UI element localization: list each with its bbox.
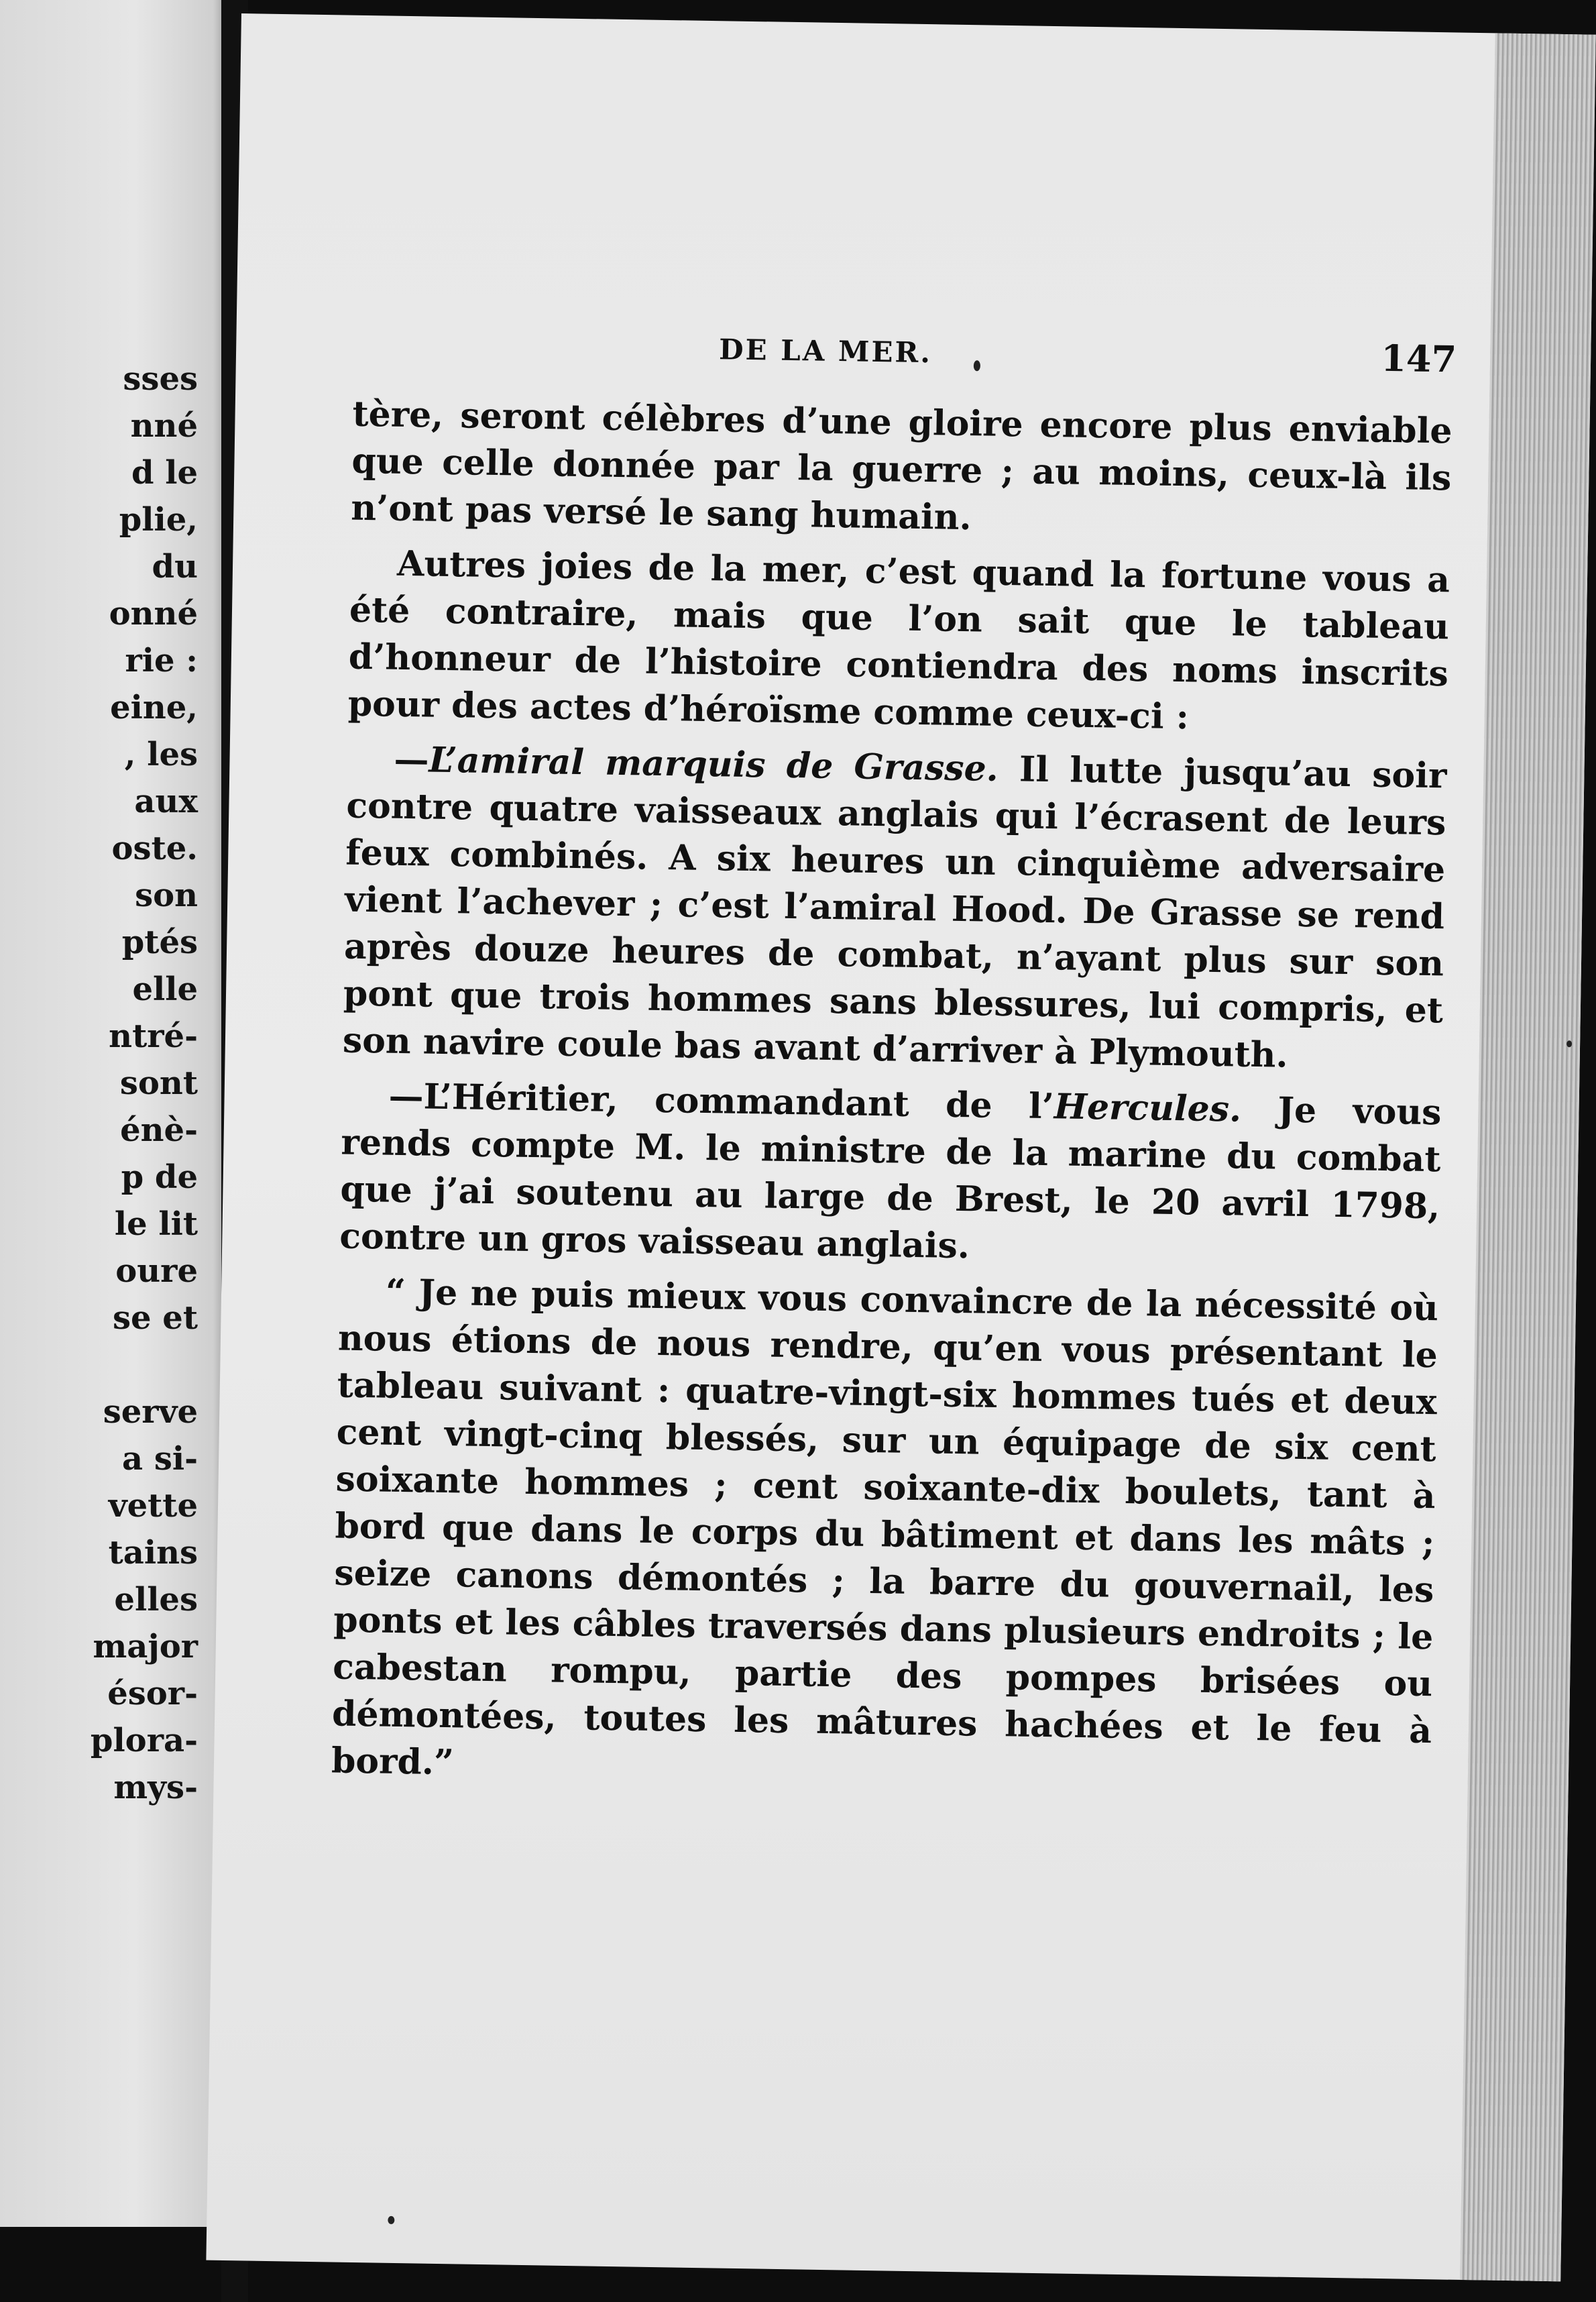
- paragraph: [339, 1073, 1442, 1278]
- left-page-line: eine,: [110, 689, 198, 726]
- left-page-text: [91, 355, 198, 1811]
- left-page-line: oure: [115, 1252, 198, 1290]
- book-page: [206, 13, 1595, 2281]
- page-header: [350, 321, 1457, 392]
- left-page-line: elle: [132, 971, 198, 1008]
- left-page-line: son: [135, 877, 198, 914]
- left-page-line: rie :: [125, 642, 198, 679]
- ship-name: Hercules.: [1053, 1086, 1242, 1130]
- left-page-line: nné: [130, 407, 198, 445]
- left-page-line: serve: [103, 1393, 198, 1431]
- left-page-line: sses: [123, 360, 198, 398]
- left-page-line: a si-: [122, 1440, 198, 1478]
- body-text: [331, 391, 1452, 1810]
- paragraph: tère, seront célèbres d’une gloire encore plus enviable que celle donnée par la guerre ; au moins, ceux-là ils n’ont pas versé le sang humain.: [350, 393, 1452, 539]
- left-page-line: plora-: [90, 1722, 198, 1759]
- paragraph: “ Je ne puis mieux vous convaincre de la nécessité où nous étions de nous rendre, qu’en vous présentant le tableau suivant : quatre-vingt-six hommes tués et deux cent vingt-cinq blessés, sur un équipage de six cent soixante hommes ; cent soixante-dix boulets, tant à bord que dans le corps du bâtiment et dans les mâts ; seize canons démontés ; la barre du gouvernail, les ponts et les câbles traversés dans plusieurs endroits ; le cabestan rompu, partie des pompes brisées ou démontées, toutes les mâtures hachées et le feu à bord.”: [331, 1271, 1439, 1784]
- left-page-line: plie,: [119, 501, 198, 539]
- italic-lead: L’amiral marquis de Grasse.: [429, 739, 999, 789]
- left-page-line: aux: [134, 783, 198, 820]
- left-page-line: mys-: [113, 1769, 198, 1806]
- left-page-line: major: [93, 1628, 198, 1665]
- left-page-line: oste.: [111, 830, 198, 867]
- paragraph: —L’amiral marquis de Grasse. Il lutte jusqu’au soir contre quatre vaisseaux anglais qui l’écrasent de leurs feux combinés. A six heures un cinquième adversaire vient l’achever ; c’est l’amiral Hood. De Grasse se rend après douze heures de combat, n’ayant plus sur son pont que trois hommes sans blessures, lui compris, et son navire coule bas avant d’arriver à Plymouth.: [342, 738, 1447, 1076]
- left-page-line: elles: [114, 1581, 198, 1619]
- left-page-line: [91, 1341, 198, 1388]
- paragraph-lead: —L’Héritier, commandant de l’: [388, 1075, 1055, 1128]
- left-page-line: p de: [121, 1158, 198, 1196]
- paragraph-text: Il lutte jusqu’au soir contre quatre vaisseaux anglais qui l’écrasent de leurs feux combinés. A six heures un cinquième adversaire vient l’achever ; c’est l’amiral Hood. De Grasse se rend après douze heures de combat, n’ayant plus sur son pont que trois hommes sans blessures, lui compris, et son navire coule bas avant d’arriver à Plymouth.: [342, 748, 1447, 1076]
- left-page-line: énè-: [120, 1111, 198, 1149]
- left-facing-page: [0, 0, 225, 2227]
- left-page-line: sont: [119, 1064, 198, 1102]
- paragraph: Autres joies de la mer, c’est quand la fortune vous a été contraire, mais que l’on sait que le tableau d’honneur de l’histoire contiendra des noms inscrits pour des actes d’héroïsme comme ceux-ci :: [347, 543, 1450, 738]
- page-number: 147: [1380, 336, 1457, 381]
- left-page-line: d le: [131, 454, 198, 492]
- page-edge: [1460, 33, 1596, 2281]
- paragraph-text: Je vous rends compte M. le ministre de la marine du combat que j’ai soutenu au large de Brest, le 20 avril 1798, contre un gros vaisseau anglais.: [339, 1089, 1442, 1267]
- left-page-line: onné: [109, 595, 198, 633]
- left-page-line: vette: [108, 1487, 198, 1525]
- left-page-line: ptés: [121, 924, 198, 961]
- left-page-line: ntré-: [109, 1018, 198, 1055]
- left-page-line: du: [152, 548, 198, 586]
- left-page-line: tains: [108, 1534, 198, 1572]
- left-page-line: , les: [124, 736, 198, 773]
- left-page-line: le lit: [114, 1205, 198, 1243]
- left-page-line: se et: [113, 1299, 198, 1337]
- left-page-line: ésor-: [107, 1675, 198, 1712]
- running-head: DE LA MER.: [718, 333, 933, 370]
- print-speck: [388, 2216, 394, 2224]
